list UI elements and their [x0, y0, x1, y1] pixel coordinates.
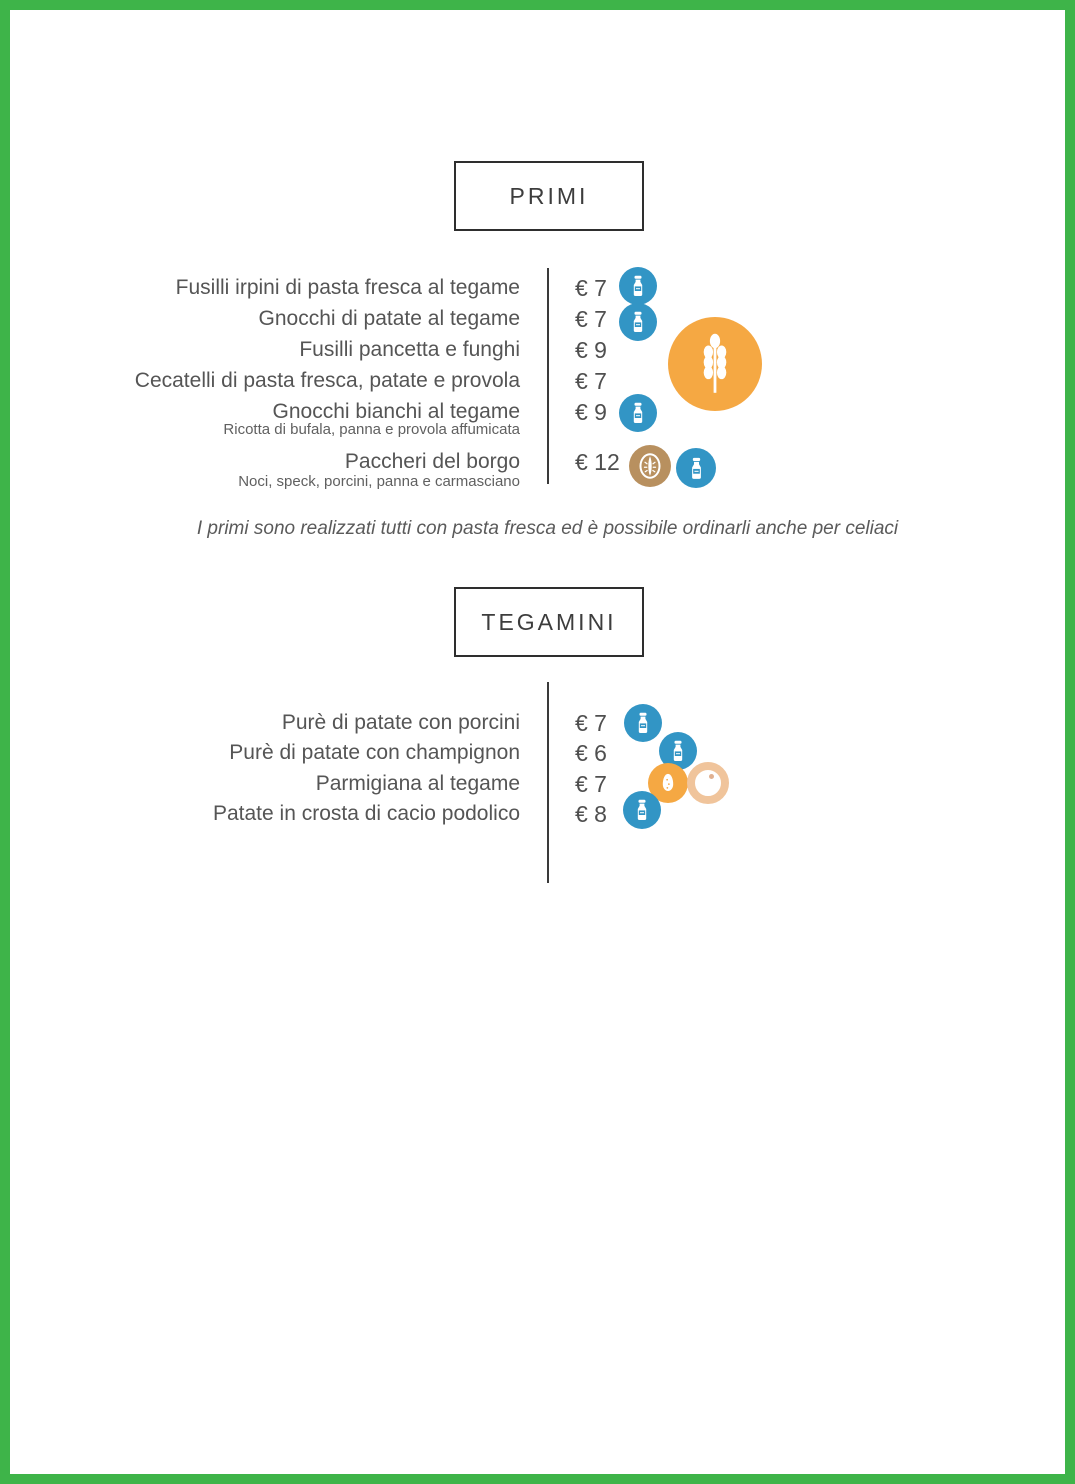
dish-subtitle: Ricotta di bufala, panna e provola affumicata [223, 421, 520, 438]
pasta-fresca-note: I primi sono realizzati tutti con pasta fresca ed è possibile ordinarli anche per celiaci [196, 518, 899, 539]
milk-icon [623, 791, 661, 829]
milk-icon [676, 448, 716, 488]
egg-outline-dot [709, 774, 714, 779]
dish-price: € 9 [575, 399, 607, 425]
milk-icon [619, 394, 657, 432]
milk-icon [619, 267, 657, 305]
nuts-walnut-icon [629, 445, 671, 487]
dish-name: Parmigiana al tegame [315, 772, 520, 795]
tegamini-title: TEGAMINI [481, 608, 617, 635]
primi-title-box [454, 161, 644, 231]
dish-price: € 6 [575, 740, 607, 766]
dish-price: € 7 [575, 306, 607, 332]
dish-name: Fusilli pancetta e funghi [299, 338, 520, 361]
primi-divider-line [547, 268, 549, 484]
milk-icon [624, 704, 662, 742]
dish-name: Gnocchi bianchi al tegame [272, 400, 520, 423]
dish-name: Purè di patate con champignon [229, 741, 520, 764]
dish-subtitle: Noci, speck, porcini, panna e carmasciano [238, 473, 520, 490]
dish-price: € 7 [575, 368, 607, 394]
dish-name: Gnocchi di patate al tegame [258, 307, 520, 330]
dish-name: Paccheri del borgo [344, 450, 520, 473]
dish-name: Cecatelli di pasta fresca, patate e provola [134, 369, 520, 392]
dish-price: € 7 [575, 275, 607, 301]
dish-price: € 12 [575, 449, 620, 475]
dish-name: Fusilli irpini di pasta fresca al tegame [175, 276, 520, 299]
dish-price: € 7 [575, 771, 607, 797]
tegamini-title-box [454, 587, 644, 657]
primi-title: PRIMI [509, 182, 589, 209]
milk-icon [619, 303, 657, 341]
dish-price: € 7 [575, 710, 607, 736]
dish-price: € 8 [575, 801, 607, 827]
dish-name: Purè di patate con porcini [281, 711, 520, 734]
dish-price: € 9 [575, 337, 607, 363]
dish-name: Patate in crosta di cacio podolico [212, 802, 520, 825]
gluten-wheat-icon [668, 317, 762, 411]
egg-outline-icon [687, 762, 729, 804]
tegamini-divider-line [547, 682, 549, 883]
